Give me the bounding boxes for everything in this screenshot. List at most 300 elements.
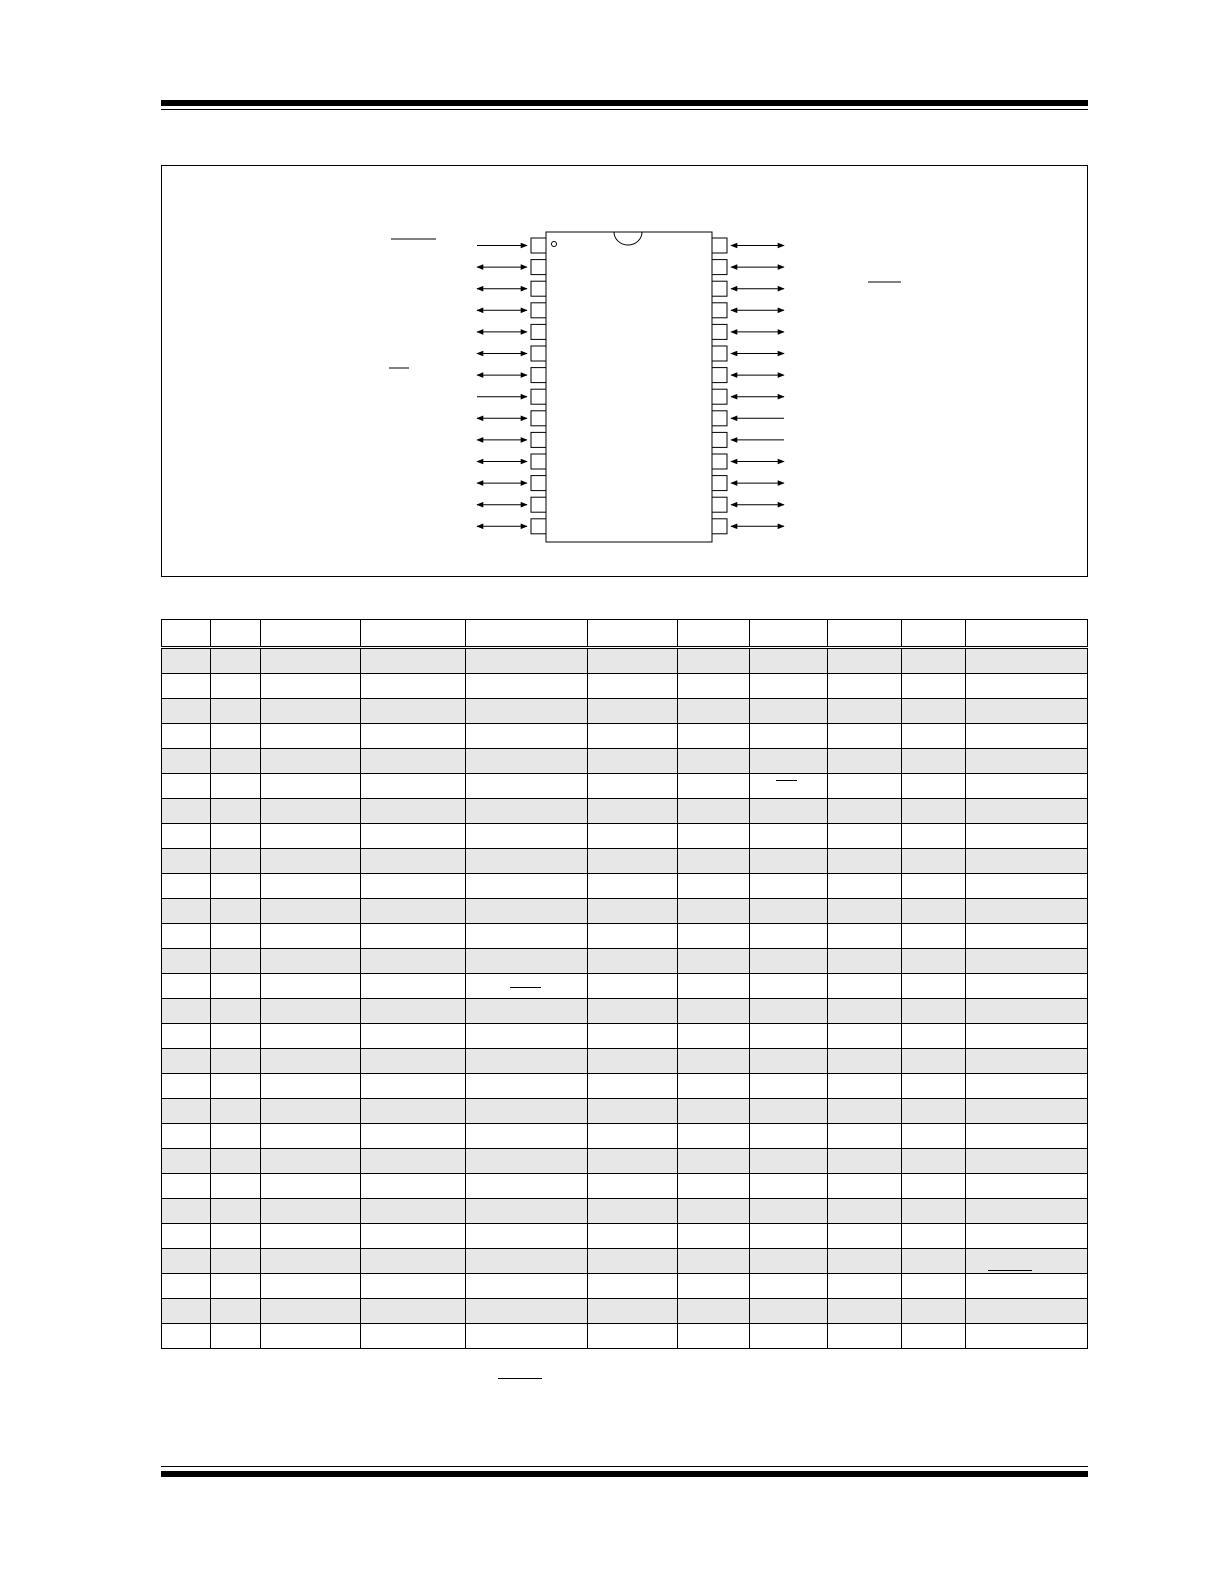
table-cell	[750, 1199, 828, 1224]
table-cell	[162, 1124, 211, 1149]
table-cell	[902, 1149, 966, 1174]
table-cell	[588, 1049, 678, 1074]
table-cell	[162, 674, 211, 699]
pin-pad-left	[531, 389, 546, 404]
table-row	[162, 999, 1088, 1024]
pin-pad-right	[712, 324, 727, 339]
table-cell	[211, 724, 261, 749]
pin-pad-right	[712, 346, 727, 361]
table-cell	[211, 799, 261, 824]
table-cell	[588, 1149, 678, 1174]
table-cell	[902, 648, 966, 674]
table-cell	[466, 1124, 588, 1149]
table-cell	[466, 874, 588, 899]
table-cell	[466, 1324, 588, 1349]
table-cell	[162, 1099, 211, 1124]
table-cell	[678, 1149, 750, 1174]
pin-diagram	[162, 166, 1087, 576]
table-cell	[162, 924, 211, 949]
table-cell	[750, 674, 828, 699]
table-cell	[466, 774, 588, 799]
table-cell	[828, 749, 902, 774]
table-cell	[966, 1174, 1088, 1199]
table-cell	[588, 1199, 678, 1224]
table-cell	[828, 1274, 902, 1299]
table-row	[162, 1049, 1088, 1074]
table-cell	[750, 1249, 828, 1274]
table-cell	[828, 699, 902, 724]
table-cell	[678, 924, 750, 949]
table-cell	[678, 1099, 750, 1124]
table-cell	[750, 1149, 828, 1174]
table-cell	[361, 699, 466, 724]
table-row	[162, 699, 1088, 724]
table-cell	[361, 1024, 466, 1049]
table-header-cell	[466, 620, 588, 648]
overline-mark	[510, 987, 541, 988]
table-cell	[261, 874, 361, 899]
pin-pad-right	[712, 303, 727, 318]
table-cell	[261, 1024, 361, 1049]
table-cell	[211, 674, 261, 699]
table-cell	[902, 1174, 966, 1199]
chip-body	[546, 232, 712, 542]
table-cell	[361, 724, 466, 749]
table-cell	[828, 1124, 902, 1149]
table-cell	[750, 1124, 828, 1149]
table-cell	[211, 749, 261, 774]
table-cell	[211, 974, 261, 999]
table-cell	[678, 974, 750, 999]
table-cell	[828, 949, 902, 974]
table-cell	[162, 648, 211, 674]
table-cell	[828, 924, 902, 949]
table-cell	[211, 999, 261, 1024]
table-cell	[588, 774, 678, 799]
pin-pad-right	[712, 281, 727, 296]
table-cell	[678, 874, 750, 899]
table-row	[162, 1024, 1088, 1049]
table-cell	[588, 648, 678, 674]
table-cell	[750, 1224, 828, 1249]
table-cell	[261, 799, 361, 824]
table-row	[162, 974, 1088, 999]
table-cell	[828, 674, 902, 699]
table-cell	[828, 999, 902, 1024]
table-row	[162, 648, 1088, 674]
table-cell	[902, 799, 966, 824]
table-cell	[966, 749, 1088, 774]
table-cell	[211, 924, 261, 949]
pin-pad-left	[531, 519, 546, 534]
pin-pad-left	[531, 411, 546, 426]
pin-pad-right	[712, 454, 727, 469]
table-cell	[678, 699, 750, 724]
table-cell	[966, 799, 1088, 824]
table-row	[162, 749, 1088, 774]
table-cell	[966, 1299, 1088, 1324]
table-cell	[750, 874, 828, 899]
table-cell	[966, 648, 1088, 674]
table-row	[162, 774, 1088, 799]
table-cell	[466, 799, 588, 824]
table-cell	[750, 924, 828, 949]
table-cell	[261, 674, 361, 699]
table-cell	[828, 1149, 902, 1174]
pin-pad-left	[531, 324, 546, 339]
table-cell	[588, 924, 678, 949]
table-cell	[211, 699, 261, 724]
table-cell	[261, 648, 361, 674]
table-cell	[588, 824, 678, 849]
table-cell	[750, 799, 828, 824]
pin-pad-left	[531, 368, 546, 383]
table-cell	[466, 1274, 588, 1299]
table-cell	[588, 849, 678, 874]
table-cell	[211, 1149, 261, 1174]
table-cell	[902, 924, 966, 949]
pin-pad-right	[712, 238, 727, 253]
table-cell	[211, 1249, 261, 1274]
table-cell	[466, 1049, 588, 1074]
table-cell	[588, 899, 678, 924]
table-cell	[466, 974, 588, 999]
table-cell	[678, 774, 750, 799]
table-cell	[828, 1024, 902, 1049]
pin-pad-right	[712, 260, 727, 275]
table-header-cell	[966, 620, 1088, 648]
table-cell	[902, 774, 966, 799]
table-cell	[902, 674, 966, 699]
table-cell	[828, 1174, 902, 1199]
table-cell	[211, 1124, 261, 1149]
table-cell	[828, 648, 902, 674]
table-cell	[588, 1024, 678, 1049]
pin-pad-left	[531, 476, 546, 491]
table-cell	[361, 1324, 466, 1349]
table-cell	[966, 899, 1088, 924]
table-cell	[466, 949, 588, 974]
table-cell	[902, 1049, 966, 1074]
table-cell	[162, 699, 211, 724]
table-cell	[466, 849, 588, 874]
pin-pad-left	[531, 281, 546, 296]
table-cell	[162, 824, 211, 849]
table-cell	[361, 924, 466, 949]
pin-pad-left	[531, 497, 546, 512]
table-cell	[261, 1049, 361, 1074]
table-cell	[162, 724, 211, 749]
table-cell	[828, 1099, 902, 1124]
table-cell	[678, 724, 750, 749]
table-cell	[678, 849, 750, 874]
table-cell	[211, 1099, 261, 1124]
table-row	[162, 1224, 1088, 1249]
table-cell	[828, 899, 902, 924]
table-row	[162, 1174, 1088, 1199]
table-cell	[678, 1249, 750, 1274]
table-cell	[162, 874, 211, 899]
table-cell	[466, 724, 588, 749]
table-header-cell	[828, 620, 902, 648]
table-cell	[211, 849, 261, 874]
table-cell	[902, 1299, 966, 1324]
table-cell	[162, 1249, 211, 1274]
table-cell	[902, 974, 966, 999]
table-row	[162, 899, 1088, 924]
table-cell	[902, 1274, 966, 1299]
table-cell	[211, 1074, 261, 1099]
table-cell	[678, 899, 750, 924]
table-cell	[902, 1124, 966, 1149]
table-cell	[162, 1324, 211, 1349]
table-cell	[966, 674, 1088, 699]
table-cell	[361, 1274, 466, 1299]
table-cell	[588, 749, 678, 774]
table-cell	[261, 999, 361, 1024]
table-cell	[902, 749, 966, 774]
table-cell	[361, 1074, 466, 1099]
table-cell	[211, 774, 261, 799]
table-cell	[361, 1299, 466, 1324]
table-cell	[361, 774, 466, 799]
table-cell	[966, 774, 1088, 799]
table-cell	[466, 749, 588, 774]
table-cell	[466, 699, 588, 724]
table-cell	[828, 1224, 902, 1249]
table-cell	[361, 749, 466, 774]
table-cell	[261, 849, 361, 874]
table-cell	[162, 774, 211, 799]
table-cell	[361, 1199, 466, 1224]
table-cell	[261, 1224, 361, 1249]
table-cell	[966, 1024, 1088, 1049]
table-cell	[678, 1174, 750, 1199]
pin-pad-right	[712, 411, 727, 426]
table-cell	[678, 824, 750, 849]
table-cell	[361, 1049, 466, 1074]
table-row	[162, 1324, 1088, 1349]
table-cell	[828, 974, 902, 999]
table-cell	[966, 924, 1088, 949]
table-row	[162, 924, 1088, 949]
table-cell	[750, 1299, 828, 1324]
table-row	[162, 674, 1088, 699]
table-cell	[261, 699, 361, 724]
table-cell	[588, 974, 678, 999]
table-cell	[361, 874, 466, 899]
table-cell	[261, 1274, 361, 1299]
table-header-cell	[361, 620, 466, 648]
table-cell	[678, 1074, 750, 1099]
table-cell	[750, 824, 828, 849]
table-cell	[828, 1324, 902, 1349]
header-rule-thick	[161, 100, 1088, 106]
table-cell	[466, 1224, 588, 1249]
table-cell	[750, 974, 828, 999]
table-cell	[211, 1224, 261, 1249]
table-cell	[678, 799, 750, 824]
table-cell	[588, 1099, 678, 1124]
table-cell	[750, 999, 828, 1024]
table-cell	[588, 1174, 678, 1199]
table-cell	[162, 849, 211, 874]
table-cell	[828, 874, 902, 899]
table-cell	[966, 1199, 1088, 1224]
table-cell	[902, 874, 966, 899]
table-cell	[750, 1274, 828, 1299]
footer-rule-thin	[161, 1466, 1088, 1467]
pin-pad-right	[712, 476, 727, 491]
table-cell	[678, 674, 750, 699]
overline-mark	[498, 1378, 542, 1379]
table-cell	[261, 1174, 361, 1199]
table-cell	[966, 1049, 1088, 1074]
table-cell	[211, 1174, 261, 1199]
table-cell	[361, 899, 466, 924]
table-header-cell	[902, 620, 966, 648]
table-cell	[361, 648, 466, 674]
table-cell	[261, 1124, 361, 1149]
table-cell	[678, 999, 750, 1024]
table-row	[162, 1074, 1088, 1099]
table-cell	[162, 799, 211, 824]
table-cell	[361, 949, 466, 974]
table-cell	[361, 1224, 466, 1249]
table-cell	[902, 1024, 966, 1049]
table-cell	[261, 1249, 361, 1274]
table-cell	[966, 1149, 1088, 1174]
table-cell	[966, 1124, 1088, 1149]
table-cell	[466, 674, 588, 699]
pin-pad-left	[531, 303, 546, 318]
pin-diagram-figure	[161, 165, 1088, 577]
table-cell	[361, 799, 466, 824]
table-cell	[588, 999, 678, 1024]
table-cell	[162, 1199, 211, 1224]
table-cell	[902, 1224, 966, 1249]
table-cell	[588, 724, 678, 749]
pin-pad-right	[712, 432, 727, 447]
header-rule-thin	[161, 109, 1088, 110]
table-cell	[261, 1324, 361, 1349]
table-header-cell	[678, 620, 750, 648]
table-cell	[361, 1124, 466, 1149]
table-cell	[828, 1249, 902, 1274]
table-cell	[162, 1074, 211, 1099]
table-cell	[750, 899, 828, 924]
table-cell	[261, 749, 361, 774]
table-cell	[966, 699, 1088, 724]
table-row	[162, 1124, 1088, 1149]
table-cell	[588, 1124, 678, 1149]
table-row	[162, 1299, 1088, 1324]
table-cell	[750, 749, 828, 774]
table-cell	[750, 774, 828, 799]
table-cell	[966, 849, 1088, 874]
table-cell	[588, 1299, 678, 1324]
table-cell	[750, 1324, 828, 1349]
table-cell	[750, 699, 828, 724]
table-cell	[361, 674, 466, 699]
table-cell	[828, 1074, 902, 1099]
table-cell	[466, 1299, 588, 1324]
table-cell	[966, 874, 1088, 899]
table-cell	[261, 1099, 361, 1124]
table-row	[162, 724, 1088, 749]
footer-rule-thick	[161, 1471, 1088, 1477]
table-cell	[261, 1199, 361, 1224]
table-cell	[966, 949, 1088, 974]
pin-function-table	[161, 619, 1088, 1349]
table-cell	[678, 648, 750, 674]
pin-pad-left	[531, 238, 546, 253]
table-cell	[211, 874, 261, 899]
overline-mark	[776, 780, 797, 781]
table-cell	[966, 1074, 1088, 1099]
table-cell	[966, 824, 1088, 849]
table-header-row	[162, 620, 1088, 648]
table-cell	[261, 724, 361, 749]
table-cell	[261, 1299, 361, 1324]
table-row	[162, 799, 1088, 824]
table-cell	[828, 1299, 902, 1324]
table-cell	[211, 1299, 261, 1324]
table-row	[162, 874, 1088, 899]
table-cell	[261, 949, 361, 974]
table-cell	[466, 1074, 588, 1099]
table-cell	[361, 824, 466, 849]
table-cell	[162, 1299, 211, 1324]
table-row	[162, 1199, 1088, 1224]
table-cell	[588, 1074, 678, 1099]
table-cell	[162, 999, 211, 1024]
table-cell	[361, 1149, 466, 1174]
table-cell	[750, 648, 828, 674]
table-cell	[261, 899, 361, 924]
table-cell	[466, 899, 588, 924]
table-row	[162, 949, 1088, 974]
table-cell	[162, 749, 211, 774]
table-cell	[466, 824, 588, 849]
table-cell	[588, 1249, 678, 1274]
table-cell	[261, 924, 361, 949]
table-cell	[261, 1074, 361, 1099]
table-cell	[828, 1049, 902, 1074]
table-cell	[828, 799, 902, 824]
table-cell	[588, 1274, 678, 1299]
table-cell	[902, 699, 966, 724]
table-cell	[162, 1149, 211, 1174]
table-cell	[902, 1074, 966, 1099]
table-cell	[902, 824, 966, 849]
table-cell	[750, 1049, 828, 1074]
table-row	[162, 824, 1088, 849]
table-cell	[750, 1024, 828, 1049]
table-cell	[828, 1199, 902, 1224]
table-cell	[588, 874, 678, 899]
table-cell	[902, 1099, 966, 1124]
table-cell	[162, 899, 211, 924]
table-cell	[162, 1024, 211, 1049]
table-cell	[678, 1224, 750, 1249]
table-cell	[678, 749, 750, 774]
table-cell	[588, 799, 678, 824]
table-cell	[466, 1174, 588, 1199]
table-cell	[588, 1324, 678, 1349]
table-cell	[678, 1274, 750, 1299]
table-cell	[750, 1174, 828, 1199]
